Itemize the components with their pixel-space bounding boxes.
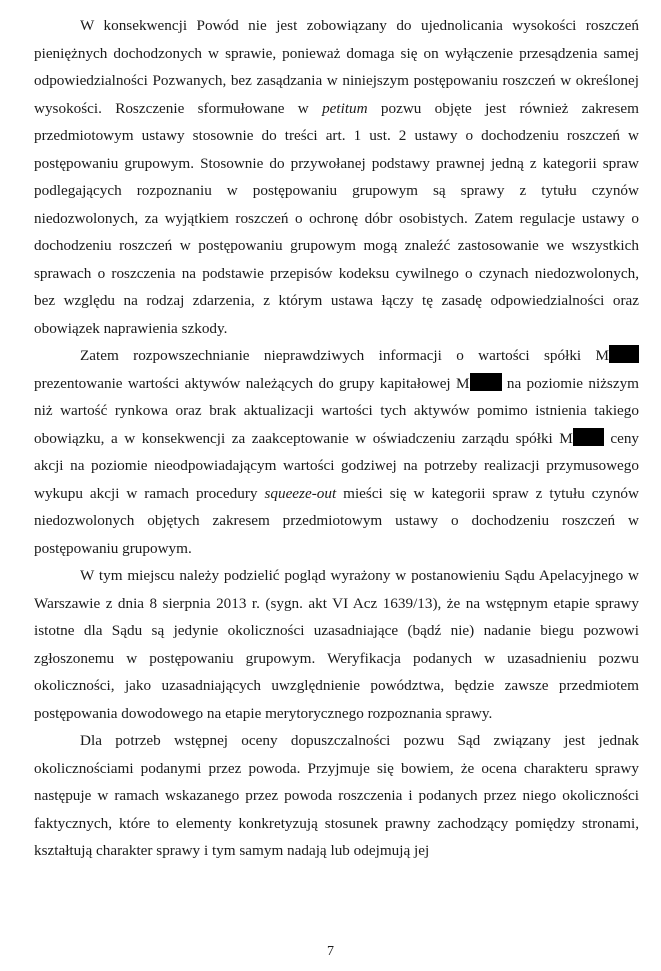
paragraph-1-italic-term: petitum [322, 99, 368, 117]
redaction-block [609, 345, 639, 363]
paragraph-2-text-c: na poziomie niższym niż wartość rynkowa oraz brak aktualizacji wartości tych aktywów pomimo istnienia takiego obowiązku, a w konsekwencji za zaakceptowanie w oświadczeniu zarządu spółki M [34, 374, 639, 447]
paragraph-2-text-b: prezentowanie wartości aktywów należących do grupy kapitałowej M [34, 374, 470, 392]
paragraph-1-text-b: pozwu objęte jest również zakresem przedmiotowym ustawy stosownie do treści art. 1 ust. 2 ustawy o dochodzeniu roszczeń w postępowaniu grupowym. Stosownie do przywołanej podstawy prawnej jedną z kategorii spraw podlegających rozpoznaniu w postępowaniu grupowym są sprawy z tytułu czynów niedozwolonych, za wyjątkiem roszczeń o ochronę dóbr osobistych. Zatem regulacje ustawy o dochodzeniu roszczeń w postępowaniu grupowym mogą znaleźć zastosowanie we wszystkich sprawach o roszczenia na podstawie przepisów kodeksu cywilnego o czynach niedozwolonych, bez względu na rodzaj zdarzenia, z którym ustawa łączy tę zasadę odpowiedzialności oraz obowiązek naprawienia szkody. [34, 99, 639, 337]
paragraph-1 [34, 12, 639, 342]
paragraph-2-text-e: mieści się w kategorii spraw z tytułu czynów niedozwolonych objętych zakresem przedmiotowym ustawy o dochodzeniu roszczeń w postępowaniu grupowym. [34, 484, 639, 557]
paragraph-2-text-a: Zatem rozpowszechnianie nieprawdziwych informacji o wartości spółki M [80, 347, 609, 364]
paragraph-2 [34, 342, 639, 562]
redaction-block [470, 373, 502, 391]
redaction-block [573, 428, 604, 446]
document-page [34, 12, 639, 865]
paragraph-2-italic-term: squeeze-out [264, 484, 337, 502]
paragraph-3: W tym miejscu należy podzielić pogląd wyrażony w postanowieniu Sądu Apelacyjnego w Warszawie z dnia 8 sierpnia 2013 r. (sygn. akt VI Acz 1639/13), że na wstępnym etapie sprawy istotne dla Sądu są jedynie okoliczności uzasadniające (bądź nie) nadanie biegu pozwowi zgłoszonemu w postępowaniu grupowym. Weryfikacja podanych w uzasadnieniu pozwu okoliczności, jako uzasadniających uwzględnienie powództwa, będzie zawsze przedmiotem postępowania dowodowego na etapie merytorycznego rozpoznania sprawy. [34, 567, 639, 722]
page-number: 7 [327, 944, 334, 959]
paragraph-4: Dla potrzeb wstępnej oceny dopuszczalności pozwu Sąd związany jest jednak okolicznościami podanymi przez powoda. Przyjmuje się bowiem, że ocena charakteru sprawy następuje w ramach wskazanego przez powoda roszczenia i podanych przez niego okoliczności faktycznych, które to elementy konkretyzują stosunek prawny zachodzący pomiędzy stronami, kształtują charakter sprawy i tym samym nadają lub odejmują jej [34, 732, 639, 859]
paragraph-1-text-a: W konsekwencji Powód nie jest zobowiązany do ujednolicania wysokości roszczeń pieniężnych dochodzonych w sprawie, ponieważ domaga się on wyłączenie przesądzenia samej odpowiedzialności Pozwanych, bez zasądzania w niniejszym postępowaniu roszczeń w określonej wysokości. Roszczenie sformułowane w [34, 17, 639, 117]
paragraph-2-text-d: ceny akcji na poziomie nieodpowiadającym wartości godziwej na potrzeby realizacji przymusowego wykupu akcji w ramach procedury [34, 429, 640, 502]
